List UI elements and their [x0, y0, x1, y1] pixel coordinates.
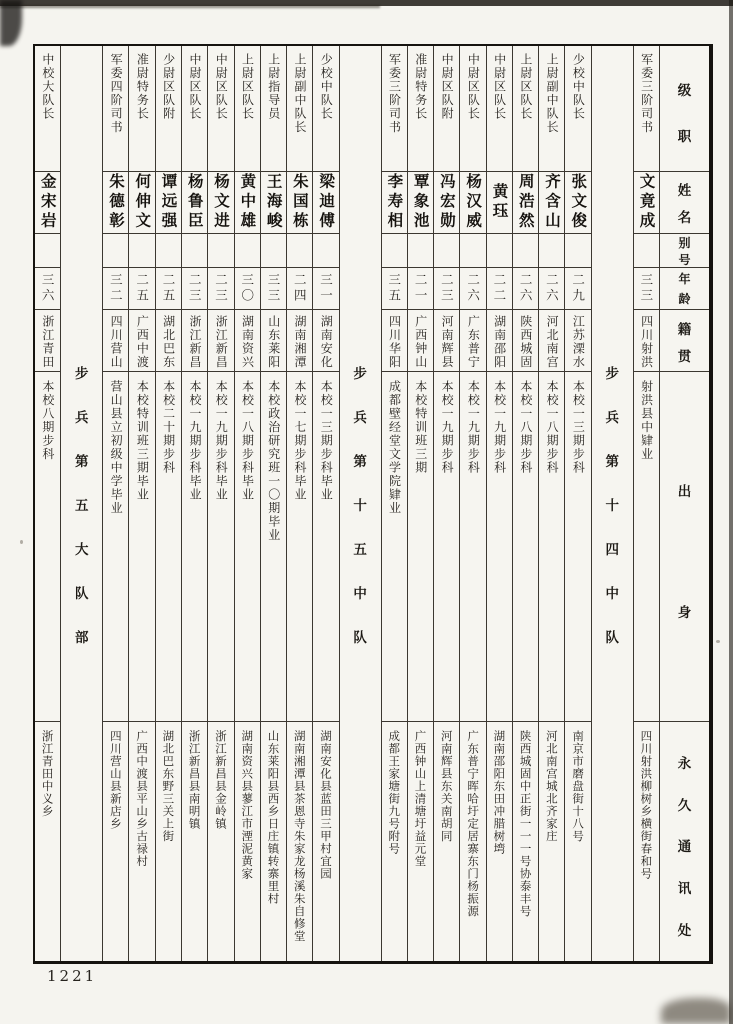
- name-text: 朱国栋: [290, 173, 309, 232]
- origin-cell: [235, 372, 260, 722]
- rank-cell: [408, 46, 433, 172]
- age-text: 三〇: [239, 273, 255, 304]
- age-text: 二三: [213, 273, 229, 304]
- name-text: 金宋岩: [38, 173, 57, 232]
- origin-text: 本校一九期步科: [466, 380, 481, 475]
- name-cell: [408, 172, 433, 234]
- native-cell: [408, 310, 433, 372]
- rank-cell: [565, 46, 590, 172]
- address-cell: [287, 722, 312, 961]
- rank-text: 中尉区队长: [187, 53, 202, 121]
- age-cell: [487, 268, 512, 310]
- name-text: 黄珏: [490, 183, 509, 222]
- age-cell: [287, 268, 312, 310]
- alias-cell: [287, 234, 312, 268]
- origin-text: 本校一七期步科毕业: [293, 380, 307, 502]
- native-text: 四川营山: [109, 314, 124, 369]
- age-text: 三一: [318, 273, 334, 304]
- name-cell: [565, 172, 590, 234]
- table-row: [538, 46, 564, 961]
- section-column: [339, 46, 381, 961]
- address-cell: [208, 722, 233, 961]
- age-cell: [313, 268, 338, 310]
- rank-text: 中校大队长: [40, 53, 55, 121]
- name-text: 齐含山: [542, 173, 561, 232]
- name-cell: [182, 172, 207, 234]
- native-cell: [208, 310, 233, 372]
- native-cell: [182, 310, 207, 372]
- address-text: 河南辉县东关南胡同: [439, 730, 454, 843]
- native-text: 河南辉县: [440, 314, 455, 369]
- table-row: [459, 46, 485, 961]
- origin-cell: [460, 372, 485, 722]
- table-row: [381, 46, 407, 961]
- origin-text: 本校一三期步科毕业: [319, 380, 334, 502]
- age-cell: [382, 268, 407, 310]
- origin-cell: [156, 372, 181, 722]
- rank-text: 军委三阶司书: [387, 53, 402, 134]
- table-row: [286, 46, 312, 961]
- address-cell: [634, 722, 659, 961]
- rank-cell: [129, 46, 154, 172]
- origin-text: 本校二十期步科: [161, 380, 176, 475]
- native-text: 广东普宁: [466, 314, 481, 369]
- age-cell: [103, 268, 128, 310]
- age-text: 三三: [638, 273, 654, 304]
- header-age-label: 年 龄: [660, 268, 709, 310]
- rank-text: 上尉副中队长: [545, 53, 560, 134]
- address-text: 浙江青田中义乡: [40, 730, 55, 818]
- address-cell: [35, 722, 60, 961]
- roster-table: [35, 46, 709, 961]
- rank-cell: [513, 46, 538, 172]
- native-text: 湖北巴东: [161, 314, 176, 369]
- origin-cell: [313, 372, 338, 722]
- age-text: 三二: [108, 273, 124, 304]
- name-cell: [460, 172, 485, 234]
- age-text: 二四: [292, 273, 308, 304]
- native-text: 陕西城固: [518, 314, 533, 369]
- alias-cell: [35, 234, 60, 268]
- origin-text: 本校一九期步科毕业: [214, 380, 229, 502]
- alias-cell: [487, 234, 512, 268]
- origin-text: 成都壁经堂文学院肄业: [387, 380, 402, 515]
- name-text: 张文俊: [569, 173, 588, 232]
- address-cell: [382, 722, 407, 961]
- rank-text: 少校中队长: [571, 53, 586, 121]
- table-row: [234, 46, 260, 961]
- native-text: 广西中渡: [135, 314, 150, 369]
- native-cell: [513, 310, 538, 372]
- origin-cell: [182, 372, 207, 722]
- name-text: 周浩然: [516, 173, 535, 232]
- age-text: 二九: [570, 273, 586, 304]
- origin-cell: [103, 372, 128, 722]
- alias-cell: [382, 234, 407, 268]
- age-text: 三六: [40, 273, 56, 304]
- age-text: 二六: [518, 273, 534, 304]
- rank-cell: [460, 46, 485, 172]
- rank-cell: [287, 46, 312, 172]
- address-cell: [235, 722, 260, 961]
- table-row: [102, 46, 128, 961]
- rank-cell: [434, 46, 459, 172]
- section-title: 步 兵 第 十 四 中 队: [605, 365, 619, 646]
- address-text: 河北南宫城北齐家庄: [544, 730, 559, 843]
- rank-text: 中尉区队长: [466, 53, 481, 121]
- alias-cell: [129, 234, 154, 268]
- name-cell: [208, 172, 233, 234]
- origin-cell: [408, 372, 433, 722]
- native-text: 四川华阳: [387, 314, 402, 369]
- alias-cell: [103, 234, 128, 268]
- address-cell: [156, 722, 181, 961]
- rank-text: 上尉副中队长: [293, 53, 307, 134]
- name-text: 杨汉威: [464, 173, 483, 232]
- alias-cell: [513, 234, 538, 268]
- name-cell: [261, 172, 286, 234]
- alias-cell: [408, 234, 433, 268]
- native-text: 浙江新昌: [187, 314, 202, 369]
- roster-frame: [33, 44, 713, 964]
- native-cell: [565, 310, 590, 372]
- page-number: 1221: [47, 967, 98, 985]
- native-cell: [434, 310, 459, 372]
- origin-text: 本校一三期步科: [571, 380, 586, 475]
- name-cell: [434, 172, 459, 234]
- origin-text: 本校八期步科: [40, 380, 55, 461]
- address-text: 成都王家塘街九号附号: [387, 730, 402, 855]
- table-row: [155, 46, 181, 961]
- address-text: 广西中渡县平山乡古禄村: [135, 730, 150, 868]
- native-cell: [634, 310, 659, 372]
- address-cell: [513, 722, 538, 961]
- rank-text: 中尉区队附: [440, 53, 455, 121]
- native-text: 湖南邵阳: [492, 314, 507, 369]
- rank-text: 少校中队长: [319, 53, 334, 121]
- origin-cell: [634, 372, 659, 722]
- age-cell: [408, 268, 433, 310]
- name-cell: [313, 172, 338, 234]
- origin-cell: [129, 372, 154, 722]
- alias-cell: [313, 234, 338, 268]
- native-cell: [287, 310, 312, 372]
- address-cell: [434, 722, 459, 961]
- rank-text: 军委四阶司书: [109, 53, 124, 134]
- rank-text: 中尉区队长: [214, 53, 229, 121]
- age-cell: [460, 268, 485, 310]
- address-text: 湖南资兴县蓼江市湮泥黄家: [240, 730, 255, 880]
- native-cell: [313, 310, 338, 372]
- alias-cell: [156, 234, 181, 268]
- name-cell: [129, 172, 154, 234]
- native-text: 浙江新昌: [214, 314, 229, 369]
- address-text: 湖南安化县蓝田三甲村宜园: [319, 730, 333, 880]
- age-cell: [434, 268, 459, 310]
- name-cell: [235, 172, 260, 234]
- address-text: 湖北巴东野三关上街: [161, 730, 176, 843]
- rank-text: 准尉特务长: [413, 53, 428, 121]
- alias-cell: [539, 234, 564, 268]
- origin-text: 本校特训班三期毕业: [135, 380, 150, 502]
- section-title: 步 兵 第 五 大 队 部: [74, 365, 89, 646]
- name-cell: [634, 172, 659, 234]
- address-cell: [539, 722, 564, 961]
- origin-text: 本校一九期步科: [440, 380, 455, 475]
- origin-cell: [565, 372, 590, 722]
- alias-cell: [634, 234, 659, 268]
- table-row: [312, 46, 338, 961]
- header-rank-label: 级 职: [660, 46, 709, 172]
- rank-cell: [382, 46, 407, 172]
- native-text: 河北南宫: [545, 314, 560, 369]
- scan-corner-smudge-bottom: [661, 998, 731, 1024]
- name-cell: [513, 172, 538, 234]
- name-text: 杨鲁臣: [185, 173, 204, 232]
- table-row: [512, 46, 538, 961]
- address-text: 陕西城固中正街一一一号协泰丰号: [518, 730, 533, 918]
- scan-edge-right: [729, 0, 733, 1024]
- header-address-label: 永 久 通 讯 处: [677, 755, 692, 940]
- age-cell: [129, 268, 154, 310]
- native-cell: [487, 310, 512, 372]
- name-text: 覃象池: [411, 173, 430, 232]
- table-row: [35, 46, 60, 961]
- header-column: [659, 46, 709, 961]
- rank-text: 军委三阶司书: [639, 53, 654, 134]
- age-text: 二六: [465, 273, 481, 304]
- rank-text: 少尉区队附: [161, 53, 176, 121]
- native-cell: [261, 310, 286, 372]
- section-column: [591, 46, 633, 961]
- address-cell: [261, 722, 286, 961]
- age-cell: [235, 268, 260, 310]
- section-column: [60, 46, 102, 961]
- alias-cell: [261, 234, 286, 268]
- rank-text: 上尉区队长: [518, 53, 533, 121]
- address-text: 广西钟山上清塘圩益元堂: [413, 730, 428, 868]
- native-cell: [35, 310, 60, 372]
- origin-text: 本校一八期步科: [545, 380, 560, 475]
- name-text: 何伸文: [133, 173, 152, 232]
- rank-cell: [103, 46, 128, 172]
- alias-cell: [235, 234, 260, 268]
- name-cell: [487, 172, 512, 234]
- address-cell: [408, 722, 433, 961]
- name-text: 谭远强: [159, 173, 178, 232]
- origin-text: 本校政治研究班一〇期毕业: [266, 380, 281, 542]
- address-text: 四川射洪柳树乡横街春和号: [639, 730, 654, 880]
- address-cell: [313, 722, 338, 961]
- alias-cell: [208, 234, 233, 268]
- native-text: 湖南资兴: [240, 314, 255, 369]
- name-text: 李寿相: [385, 173, 404, 232]
- origin-cell: [208, 372, 233, 722]
- origin-cell: [382, 372, 407, 722]
- rank-text: 准尉特务长: [135, 53, 150, 121]
- name-text: 王海峻: [264, 173, 283, 232]
- rank-cell: [313, 46, 338, 172]
- address-text: 广东普宁晖哈圩定居寨东门杨振源: [466, 730, 481, 918]
- native-text: 山东莱阳: [266, 314, 281, 369]
- alias-cell: [434, 234, 459, 268]
- name-cell: [382, 172, 407, 234]
- header-native-label: 籍 贯: [660, 310, 709, 372]
- origin-cell: [35, 372, 60, 722]
- age-cell: [182, 268, 207, 310]
- origin-text: 本校一九期步科毕业: [187, 380, 202, 502]
- origin-text: 本校一八期步科: [518, 380, 533, 475]
- native-cell: [460, 310, 485, 372]
- native-cell: [129, 310, 154, 372]
- table-row: [433, 46, 459, 961]
- native-text: 江苏溧水: [571, 314, 586, 369]
- rank-cell: [261, 46, 286, 172]
- rank-cell: [208, 46, 233, 172]
- name-text: 梁迪傅: [317, 173, 336, 232]
- rank-cell: [156, 46, 181, 172]
- header-name-label: 姓 名: [660, 172, 709, 234]
- header-alias-label: 别 号: [660, 234, 709, 268]
- scan-corner-smudge: [0, 0, 22, 46]
- name-text: 杨文进: [212, 173, 231, 232]
- age-text: 二五: [160, 273, 176, 304]
- origin-cell: [487, 372, 512, 722]
- alias-cell: [460, 234, 485, 268]
- age-cell: [565, 268, 590, 310]
- age-text: 二三: [439, 273, 455, 304]
- name-text: 文竟成: [637, 173, 656, 232]
- table-row: [181, 46, 207, 961]
- age-cell: [261, 268, 286, 310]
- age-cell: [156, 268, 181, 310]
- age-cell: [513, 268, 538, 310]
- table-row: [633, 46, 659, 961]
- header-origin-label: 出 身: [660, 372, 709, 722]
- address-text: 湖南湘潭县茶恩寺朱家龙杨溪朱自修堂: [292, 730, 307, 943]
- address-cell: [460, 722, 485, 961]
- scan-edge-top-shadow: [0, 5, 380, 8]
- age-cell: [539, 268, 564, 310]
- rank-text: 上尉区队长: [240, 53, 255, 121]
- origin-text: 本校特训班三期: [413, 380, 428, 475]
- address-cell: [103, 722, 128, 961]
- address-text: 山东莱阳县西乡日庄镇转寨里村: [266, 730, 281, 905]
- native-cell: [103, 310, 128, 372]
- address-cell: [129, 722, 154, 961]
- rank-cell: [634, 46, 659, 172]
- origin-text: 射洪县中肄业: [639, 380, 654, 461]
- table-row: [128, 46, 154, 961]
- age-text: 二五: [134, 273, 150, 304]
- origin-text: 本校一九期步科: [492, 380, 507, 475]
- native-cell: [539, 310, 564, 372]
- rank-cell: [487, 46, 512, 172]
- table-row: [260, 46, 286, 961]
- rank-cell: [35, 46, 60, 172]
- rank-text: 中尉区队长: [492, 53, 507, 121]
- origin-cell: [513, 372, 538, 722]
- native-cell: [156, 310, 181, 372]
- native-text: 四川射洪: [639, 314, 654, 369]
- age-cell: [35, 268, 60, 310]
- native-text: 广西钟山: [413, 314, 428, 369]
- rank-cell: [182, 46, 207, 172]
- address-text: 湖南邵阳东田冲腊树塆: [492, 730, 507, 855]
- name-text: 朱德彰: [106, 173, 125, 232]
- origin-cell: [434, 372, 459, 722]
- rank-cell: [539, 46, 564, 172]
- rank-cell: [235, 46, 260, 172]
- age-cell: [634, 268, 659, 310]
- address-cell: [182, 722, 207, 961]
- age-text: 二三: [187, 273, 203, 304]
- address-cell: [487, 722, 512, 961]
- name-text: 冯宏勋: [437, 173, 456, 232]
- name-cell: [287, 172, 312, 234]
- table-row: [564, 46, 590, 961]
- name-cell: [156, 172, 181, 234]
- origin-cell: [287, 372, 312, 722]
- native-text: 湖南安化: [319, 314, 334, 369]
- address-text: 四川营山县新店乡: [108, 730, 123, 830]
- address-cell: [565, 722, 590, 961]
- age-text: 二二: [491, 273, 507, 304]
- origin-cell: [539, 372, 564, 722]
- name-cell: [103, 172, 128, 234]
- origin-text: 本校一八期步科毕业: [240, 380, 255, 502]
- alias-cell: [182, 234, 207, 268]
- name-cell: [539, 172, 564, 234]
- native-text: 湖南湘潭: [293, 314, 307, 369]
- scan-speck: [20, 540, 23, 544]
- age-text: 三三: [266, 273, 281, 304]
- origin-text: 营山县立初级中学毕业: [109, 380, 124, 515]
- section-title: 步 兵 第 十 五 中 队: [353, 365, 367, 646]
- scan-speck: [716, 640, 720, 643]
- age-text: 二六: [544, 273, 560, 304]
- native-cell: [382, 310, 407, 372]
- origin-cell: [261, 372, 286, 722]
- table-row: [207, 46, 233, 961]
- address-text: 浙江新昌县南明镇: [187, 730, 202, 830]
- native-cell: [235, 310, 260, 372]
- table-row: [486, 46, 512, 961]
- age-text: 三五: [386, 273, 402, 304]
- age-cell: [208, 268, 233, 310]
- age-text: 二一: [413, 273, 429, 304]
- native-text: 浙江青田: [40, 314, 55, 369]
- address-text: 浙江新昌县金岭镇: [213, 730, 228, 830]
- name-cell: [35, 172, 60, 234]
- address-text: 南京市磨盘街十八号: [571, 730, 586, 843]
- rank-text: 上尉指导员: [266, 53, 281, 121]
- name-text: 黄中雄: [238, 173, 257, 232]
- table-row: [407, 46, 433, 961]
- alias-cell: [565, 234, 590, 268]
